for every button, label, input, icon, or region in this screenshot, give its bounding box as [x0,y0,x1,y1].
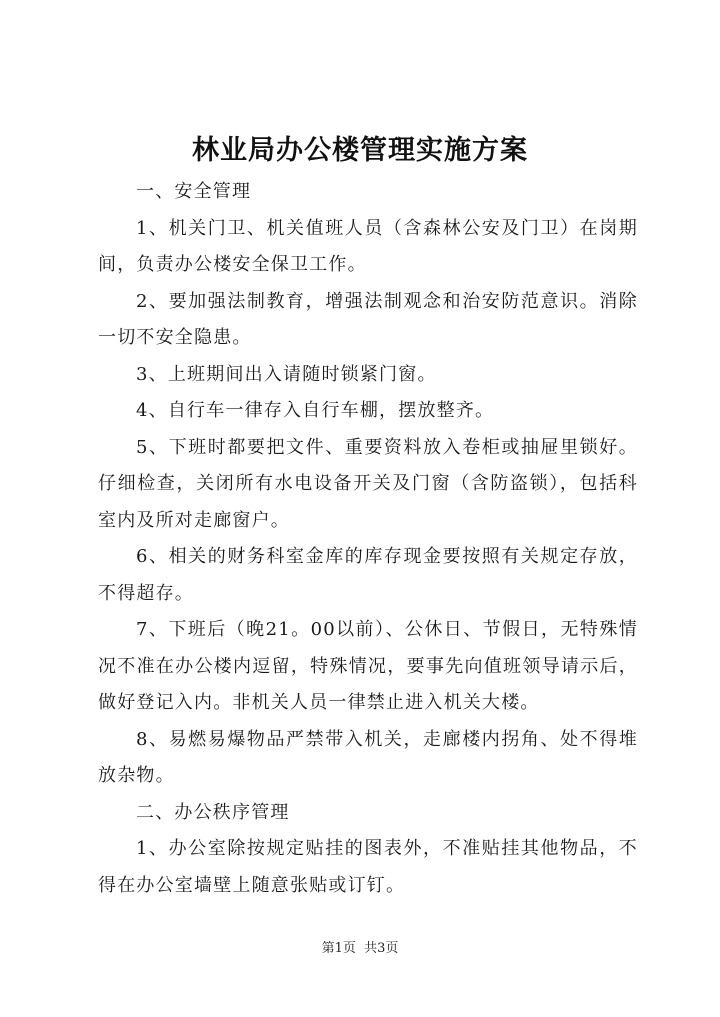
paragraph: 4、自行车一律存入自行车棚，摆放整齐。 [136,400,495,421]
paragraph: 8、易燃易爆物品严禁带入机关，走廊楼内拐角、处不得堆放杂物。 [98,728,638,786]
paragraph: 1、办公室除按规定贴挂的图表外，不准贴挂其他物品，不得在办公室墙壁上随意张贴或订钉。 [98,838,638,896]
document-title: 林业局办公楼管理实施方案 [192,135,528,166]
page-number: 第1页 [321,941,356,956]
page-total: 共3页 [364,941,399,956]
page-footer [0,937,720,956]
paragraph: 6、相关的财务科室金库的库存现金要按照有关规定存放，不得超存。 [98,546,638,604]
paragraph: 1、机关门卫、机关值班人员（含森林公安及门卫）在岗期间，负责办公楼安全保卫工作。 [98,217,638,275]
paragraph: 7、下班后（晚21。00以前）、公休日、节假日，无特殊情况不准在办公楼内逗留，特殊情况，要事先向值班领导请示后，做好登记入内。非机关人员一律禁止进入机关大楼。 [98,619,638,713]
paragraph: 5、下班时都要把文件、重要资料放入卷柜或抽屉里锁好。仔细检查，关闭所有水电设备开关及门窗（含防盗锁），包括科室内及所对走廊窗户。 [98,436,638,531]
paragraph: 3、上班期间出入请随时锁紧门窗。 [136,363,437,385]
paragraph: 2、要加强法制教育，增强法制观念和治安防范意识。消除一切不安全隐患。 [98,290,638,348]
section-heading: 二、办公秩序管理 [136,801,290,823]
document-body [98,174,638,904]
section-heading: 一、安全管理 [136,181,252,202]
